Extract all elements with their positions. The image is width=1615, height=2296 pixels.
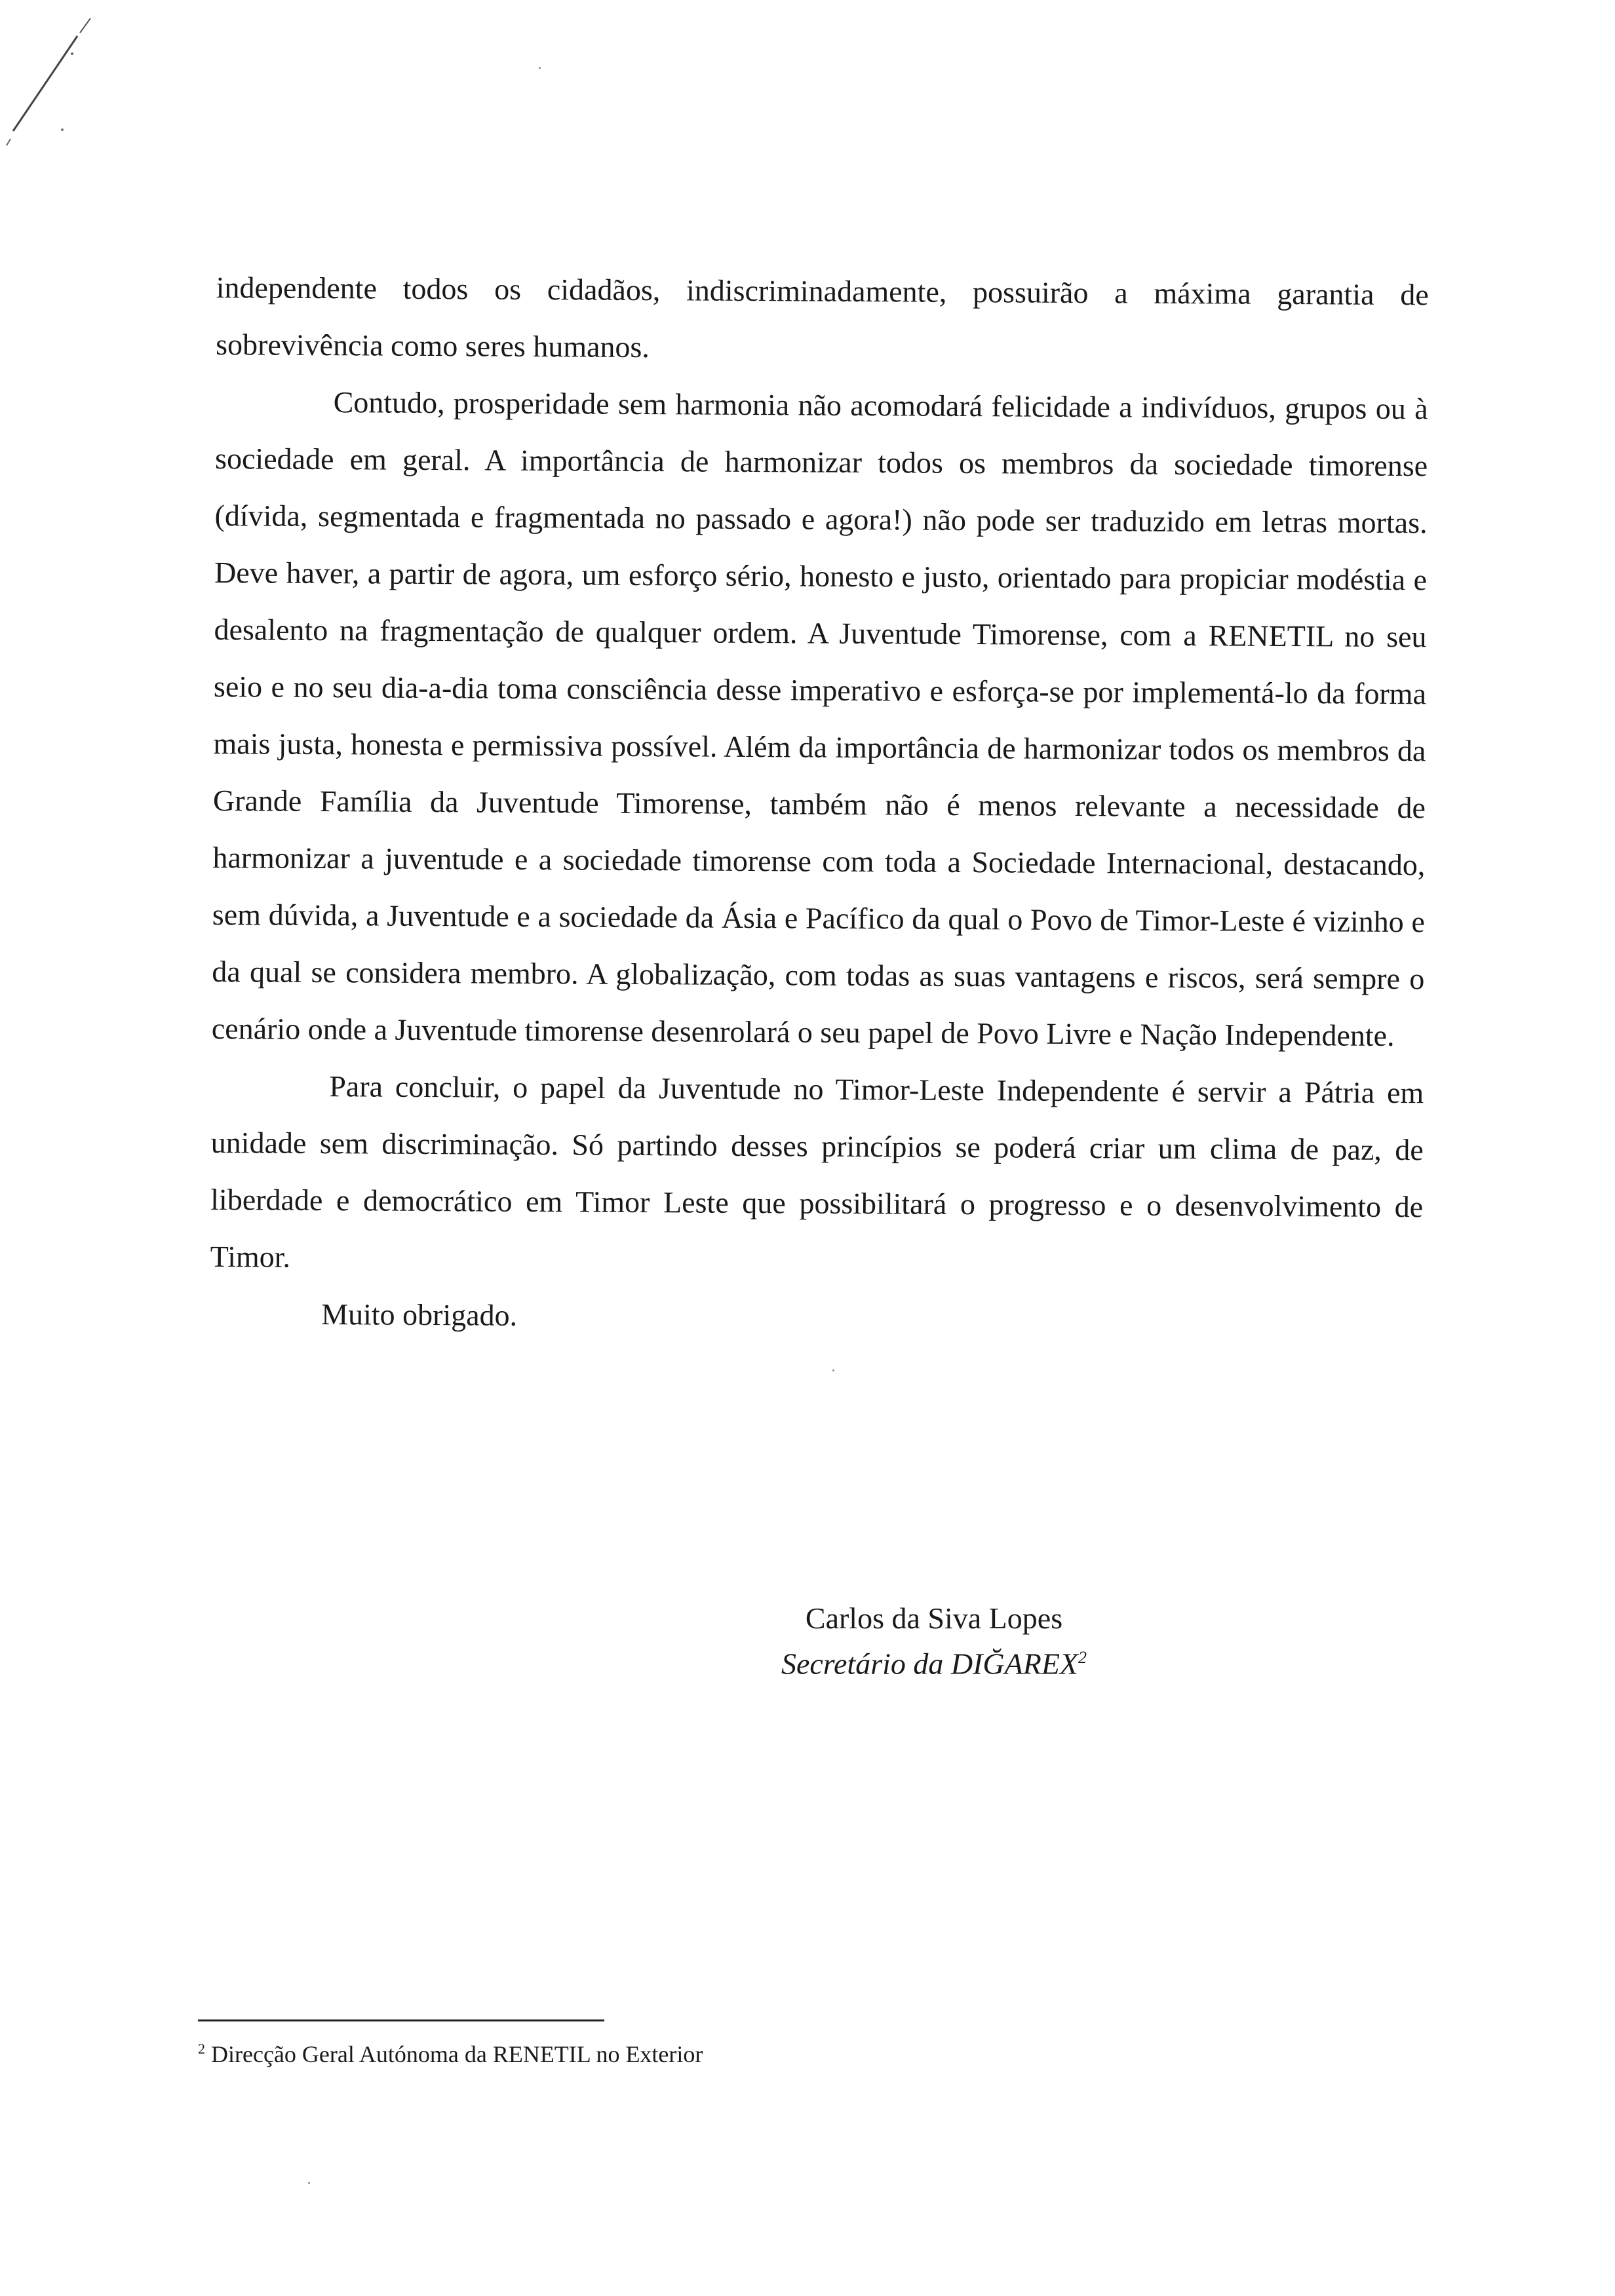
scan-speck (308, 2182, 310, 2184)
footnote-reference: 2 (1078, 1648, 1087, 1667)
closing-line: Muito obrigado. (321, 1297, 518, 1332)
paragraph-continuation: independente todos os cidadãos, indiscriminadamente, possuirão a máxima garantia de sobrevivência como seres humanos. (216, 270, 1429, 364)
footnote-text: Direcção Geral Autónoma da RENETIL no Exterior (211, 2041, 703, 2067)
footnote-marker: 2 (198, 2040, 205, 2057)
scan-speck (539, 67, 541, 69)
scan-speck (832, 1369, 834, 1371)
scan-artifact-slash-mark (0, 0, 131, 170)
paragraph-conclusion: Para concluir, o papel da Juventude no Timor-Leste Independente é servir a Pátria em unidade sem discriminação. Só partindo desses princípios se poderá criar um clima de paz, de liberdade e democrático em Timor Leste que possibilitará o progresso e o desenvolvimento de Timor. (210, 1069, 1424, 1274)
signatory-name: Carlos da Siva Lopes (805, 1601, 1063, 1635)
footnote (198, 2035, 703, 2069)
footnote-divider (198, 2019, 604, 2021)
signatory-role (705, 1638, 1163, 1683)
paragraph-harmony: Contudo, prosperidade sem harmonia não acomodará felicidade a indivíduos, grupos ou à sociedade em geral. A importância de harmonizar todos os membros da sociedade timorense (dívida, segmentada e fragmentada no passado e agora!) não pode ser traduzido em letras mortas. Deve haver, a partir de agora, um esforço sério, honesto e justo, orientado para propiciar modéstia e desalento na fragmentação de qualquer ordem. A Juventude Timorense, com a RENETIL no seu seio e no seu dia-a-dia toma consciência desse imperativo e esforça-se por implementá-lo da forma mais justa, honesta e permissiva possível. Além da importância de harmonizar todos os membros da Grande Família da Juventude Timorense, também não é menos relevante a necessidade de harmonizar a juventude e a sociedade timorense com toda a Sociedade Internacional, destacando, sem dúvida, a Juventude e a sociedade da Ásia e Pacífico da qual o Povo de Timor-Leste é vizinho e da qual se considera membro. A globalização, com todas as suas vantagens e riscos, será sempre o cenário onde a Juventude timorense desenrolará o seu papel de Povo Livre e Nação Independente. (211, 385, 1428, 1053)
body-text (210, 259, 1429, 1349)
signature-block (705, 1599, 1163, 1683)
signatory-role-text: Secretário da DIĞAREX (781, 1647, 1079, 1681)
